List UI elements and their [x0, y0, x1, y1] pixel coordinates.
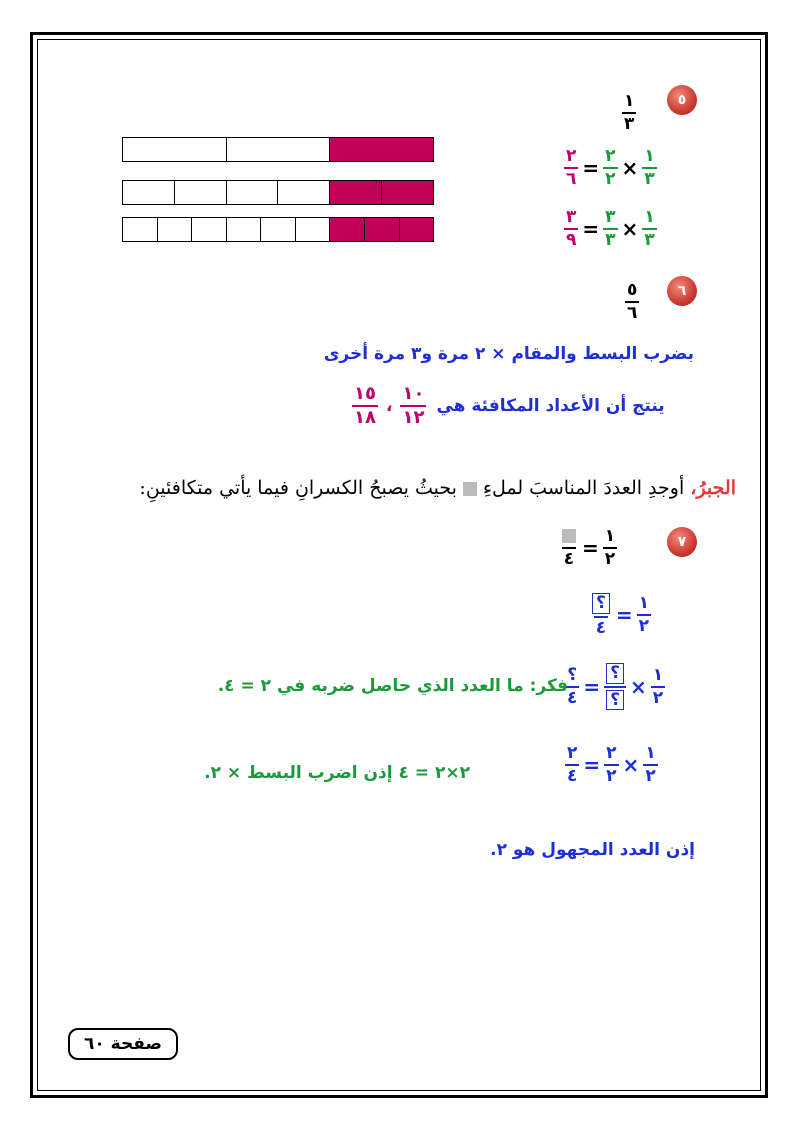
- algebra-label: الجبرُ،: [690, 477, 736, 499]
- fraction-bars: [122, 137, 434, 242]
- q7-conclusion: إذن العدد المجهول هو ٢.: [490, 840, 695, 860]
- q7-row-4: $\frac{٢}{٤}$ = $\frac{٢}{٢}$ × $\frac{١}{٢}$: [567, 743, 656, 786]
- question-6-badge: ٦: [667, 276, 697, 306]
- q7-then-text: ٢×٢ = ٤ إذن اضرب البسط × ٢.: [204, 763, 470, 783]
- algebra-instruction: الجبرُ، أوجدِ العددَ المناسبَ لملءِ بحيثُ يصبحُ الكسرانِ فيما يأتي متكافئينِ:: [139, 477, 736, 499]
- blank-square-icon: [562, 529, 576, 543]
- q6-explanation-line1: بضرب البسط والمقام × ٢ مرة و٣ مرة أخرى: [323, 344, 694, 364]
- fraction-bar-sixths: [122, 180, 434, 205]
- q5-fraction: $\frac{١}{٣}$: [624, 91, 635, 134]
- q7-row-2: $\frac{؟}{٤}$ = $\frac{١}{٢}$: [590, 593, 651, 637]
- blank-square-icon: [463, 482, 477, 496]
- fraction-bar-thirds: [122, 137, 434, 162]
- page-number-badge: صفحة ٦٠: [68, 1028, 178, 1060]
- q5-equation-2: $\frac{٣}{٩}$ = $\frac{٣}{٣}$ × $\frac{١}{٣}$: [566, 207, 655, 250]
- question-7-badge: ٧: [667, 527, 697, 557]
- q6-fraction: $\frac{٥}{٦}$: [627, 280, 638, 323]
- question-5-badge: ٥: [667, 85, 697, 115]
- q7-row-3: $\frac{؟}{٤}$ = $\frac{؟}{؟}$ × $\frac{١}{٢}$: [567, 663, 664, 710]
- q7-row-1: ٤ = $\frac{١}{٢}$: [563, 526, 616, 569]
- q5-equation-1: $\frac{٢}{٦}$ = $\frac{٢}{٢}$ × $\frac{١}{٣}$: [566, 146, 655, 189]
- fraction-bar-ninths: [122, 217, 434, 242]
- q7-think-hint: فكر: ما العدد الذي حاصل ضربه في ٢ = ٤.: [217, 676, 568, 696]
- q6-explanation-line2: $\frac{١٥}{١٨}$ ، $\frac{١٠}{١٢}$ ينتج أن الأعداد المكافئة هي: [354, 383, 665, 428]
